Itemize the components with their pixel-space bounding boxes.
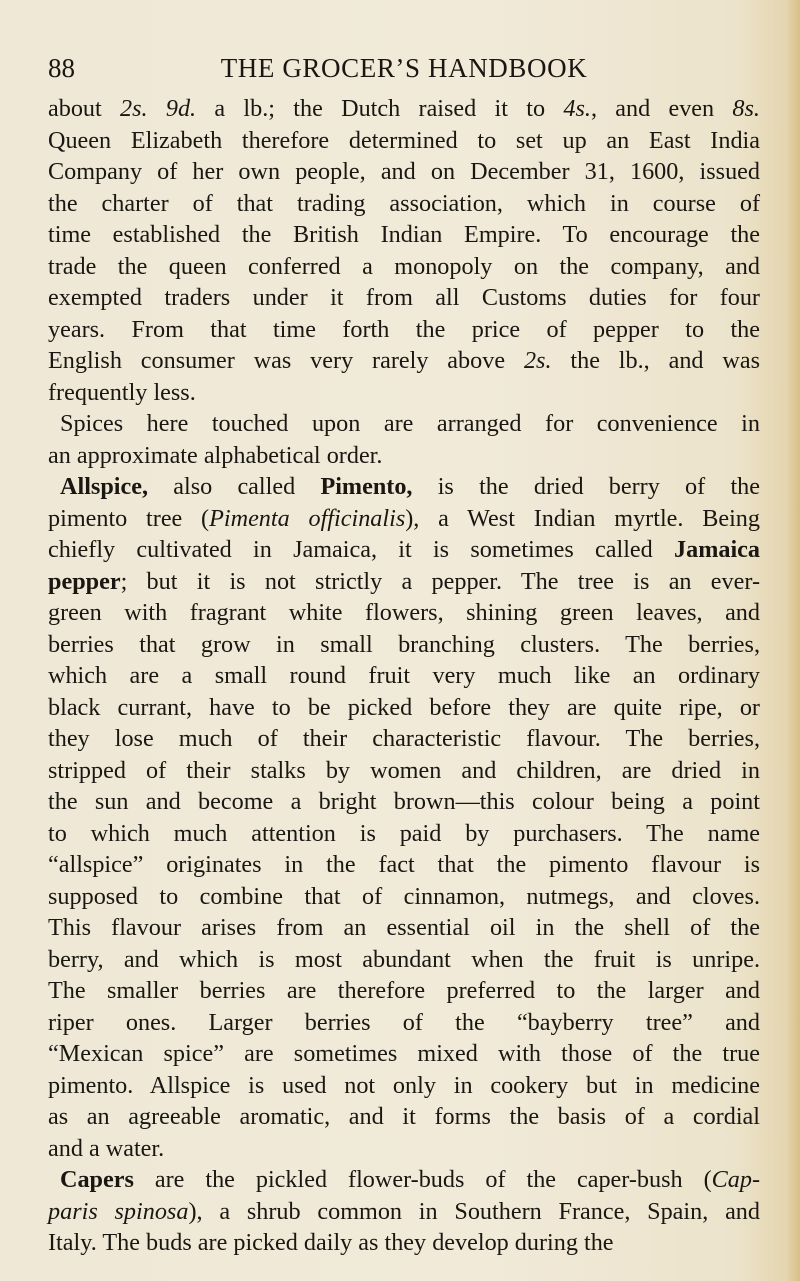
text-run: also called xyxy=(148,473,321,500)
italic-run: 8s. xyxy=(732,95,760,122)
text-line xyxy=(48,156,760,188)
text-line xyxy=(48,944,760,976)
text-line xyxy=(48,503,760,535)
text-run: are the pickled flower-buds of the caper-bush ( xyxy=(133,1166,712,1193)
text-line xyxy=(48,912,760,944)
text-line xyxy=(48,1133,760,1165)
text-line xyxy=(48,188,760,220)
bold-term: Allspice, xyxy=(60,473,149,500)
text-line xyxy=(48,219,760,251)
text-run: a lb.; the Dutch raised it to xyxy=(196,95,564,122)
bold-term: Capers xyxy=(60,1166,134,1193)
text-run: This flavour arises from an essential oil in the shell of the xyxy=(48,914,760,941)
text-line xyxy=(48,377,760,409)
text-line xyxy=(48,314,760,346)
italic-run: Cap- xyxy=(711,1166,760,1193)
body-text xyxy=(48,93,760,1259)
text-run: green with fragrant white flowers, shining green leaves, and xyxy=(48,599,760,626)
text-run: stripped of their stalks by women and children, are dried in xyxy=(48,756,760,784)
text-run: and a water. xyxy=(48,1134,165,1162)
text-run: berry, and which is most abundant when the fruit is unripe. xyxy=(48,945,760,973)
page-header xyxy=(48,50,760,86)
bold-term: pepper xyxy=(48,567,121,595)
text-run: pimento. Allspice is used not only in cookery but in medicine xyxy=(48,1071,760,1099)
text-run: the charter of that trading association, which in course of xyxy=(48,189,760,217)
text-line xyxy=(48,597,760,629)
text-line xyxy=(48,534,760,566)
italic-run: 2s. 9d. xyxy=(120,95,197,122)
text-line xyxy=(48,251,760,283)
text-run: time established the British Indian Empire. To encourage the xyxy=(48,221,760,248)
text-run: “Mexican spice” are sometimes mixed with those of the true xyxy=(48,1040,760,1067)
text-line xyxy=(48,723,760,755)
text-run: years. From that time forth the price of pepper to the xyxy=(48,315,760,343)
bold-term: Pimento, xyxy=(320,473,413,500)
text-run: , and even xyxy=(590,95,733,122)
text-run: black currant, have to be picked before they are quite ripe, or xyxy=(48,693,760,721)
italic-run: Pimenta officinalis xyxy=(209,504,406,532)
text-line xyxy=(48,125,760,157)
text-line xyxy=(48,975,760,1007)
text-run: “allspice” originates in the fact that the pimento flavour is xyxy=(48,851,760,878)
text-line xyxy=(48,786,760,818)
text-run: an approximate alphabetical order. xyxy=(48,441,383,469)
text-run: pimento tree ( xyxy=(48,504,210,532)
italic-run: 2s. xyxy=(523,347,552,374)
text-line xyxy=(48,1227,760,1259)
text-line xyxy=(48,93,760,125)
italic-run: paris spinosa xyxy=(48,1197,189,1225)
text-line xyxy=(48,408,760,440)
page-edge-shadow xyxy=(786,0,800,1281)
text-line xyxy=(48,1007,760,1039)
text-line xyxy=(48,1164,760,1196)
text-line xyxy=(48,881,760,913)
text-run: ), a shrub common in Southern France, Spain, and xyxy=(188,1197,760,1225)
text-line xyxy=(48,818,760,850)
text-line xyxy=(48,345,760,377)
text-line xyxy=(48,849,760,881)
text-line xyxy=(48,471,760,503)
text-run: is the dried berry of the xyxy=(412,473,760,500)
text-run: the lb., and was xyxy=(551,347,760,374)
text-run: trade the queen conferred a monopoly on the company, and xyxy=(48,252,760,280)
text-run: English consumer was very rarely above xyxy=(48,347,524,374)
text-run: supposed to combine that of cinnamon, nutmegs, and cloves. xyxy=(48,882,760,910)
text-run: Queen Elizabeth therefore determined to set up an East India xyxy=(48,126,760,154)
text-run: ), a West Indian myrtle. Being xyxy=(405,504,760,532)
text-run: riper ones. Larger berries of the “bayberry tree” and xyxy=(48,1008,760,1036)
text-line xyxy=(48,1070,760,1102)
text-line xyxy=(48,1038,760,1070)
text-run: ; but it is not strictly a pepper. The tree is an ever- xyxy=(120,567,760,595)
text-run: The smaller berries are therefore preferred to the larger and xyxy=(48,977,760,1004)
text-run: which are a small round fruit very much like an ordinary xyxy=(48,662,760,689)
text-line xyxy=(48,755,760,787)
text-run: Company of her own people, and on December 31, 1600, issued xyxy=(48,158,760,185)
text-line xyxy=(48,692,760,724)
text-line xyxy=(48,282,760,314)
text-line xyxy=(48,566,760,598)
text-run: to which much attention is paid by purchasers. The name xyxy=(48,819,760,847)
text-run: Spices here touched upon are arranged for convenience in xyxy=(60,410,760,437)
text-run: the sun and become a bright brown—this colour being a point xyxy=(48,788,760,815)
text-line xyxy=(48,660,760,692)
text-run: berries that grow in small branching clusters. The berries, xyxy=(48,630,760,658)
text-line xyxy=(48,629,760,661)
text-line xyxy=(48,440,760,472)
text-run: as an agreeable aromatic, and it forms the basis of a cordial xyxy=(48,1103,760,1130)
text-run: about xyxy=(48,95,121,122)
text-run: frequently less. xyxy=(48,378,196,406)
text-line xyxy=(48,1196,760,1228)
text-line xyxy=(48,1101,760,1133)
text-run: chiefly cultivated in Jamaica, it is sometimes called xyxy=(48,536,675,563)
text-run: Italy. The buds are picked daily as they develop during the xyxy=(48,1229,614,1256)
text-run: they lose much of their characteristic flavour. The berries, xyxy=(48,725,760,752)
bold-term: Jamaica xyxy=(674,536,760,563)
running-title: THE GROCER’S HANDBOOK xyxy=(220,53,588,83)
text-run: exempted traders under it from all Customs duties for four xyxy=(48,284,760,311)
italic-run: 4s. xyxy=(563,95,591,122)
page-number: 88 xyxy=(48,53,75,83)
